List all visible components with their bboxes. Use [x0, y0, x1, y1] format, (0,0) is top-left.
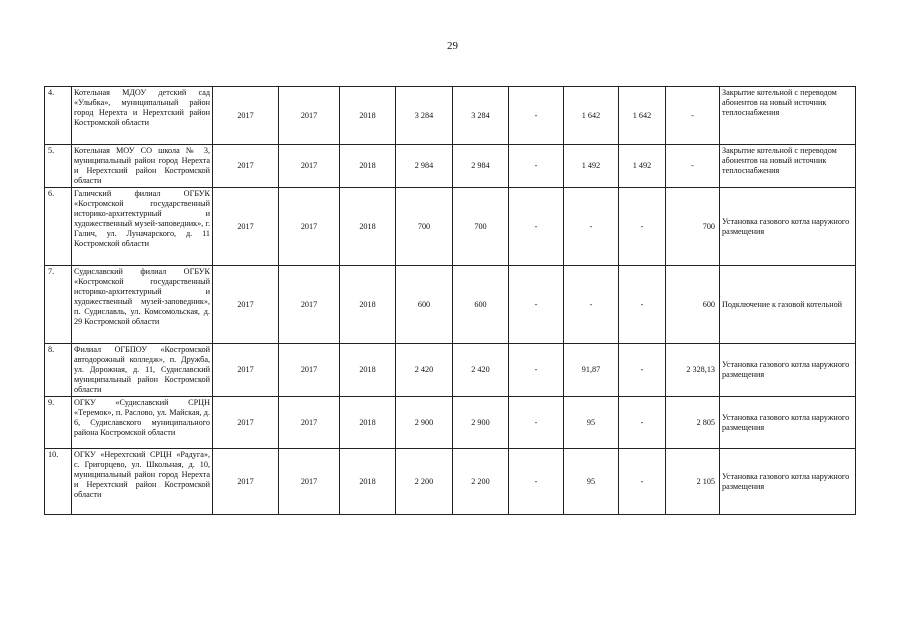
start-year: 2017 [213, 145, 279, 188]
design-year: 2017 [279, 87, 340, 145]
cost-municipal: - [619, 449, 666, 515]
measure-note: Подключение к газовой котельной [720, 266, 856, 344]
table-row [45, 188, 856, 266]
object-name: Котельная МДОУ детский сад «Улыбка», муниципальный район город Нерехта и Нерехтский район Костромской области [72, 87, 213, 145]
page-number: 29 [447, 40, 458, 52]
cost-2017: 2 420 [453, 344, 509, 397]
completion-year: 2018 [340, 188, 396, 266]
design-year: 2017 [279, 344, 340, 397]
cost-municipal: - [619, 188, 666, 266]
table-row [45, 266, 856, 344]
object-name: Филиал ОГБПОУ «Костромской автодорожный колледж», п. Дружба, ул. Дорожная, д. 11, Судиславский муниципальный район Костромской области [72, 344, 213, 397]
design-year: 2017 [279, 266, 340, 344]
row-number: 5. [45, 145, 72, 188]
row-number: 10. [45, 449, 72, 515]
cost-federal: - [509, 344, 564, 397]
cost-regional: - [564, 266, 619, 344]
start-year: 2017 [213, 397, 279, 449]
table-row [45, 449, 856, 515]
measure-note: Установка газового котла наружного размещения [720, 449, 856, 515]
cost-other: 2 105 [666, 449, 720, 515]
cost-municipal: 1 492 [619, 145, 666, 188]
cost-municipal: - [619, 397, 666, 449]
cost-other: - [666, 145, 720, 188]
design-year: 2017 [279, 188, 340, 266]
table-row [45, 87, 856, 145]
cost-regional: - [564, 188, 619, 266]
row-number: 8. [45, 344, 72, 397]
object-name: ОГКУ «Судиславский СРЦН «Теремок», п. Раслово, ул. Майская, д. 6, Судиславского муниципального района Костромской области [72, 397, 213, 449]
cost-federal: - [509, 188, 564, 266]
total-cost: 2 984 [396, 145, 453, 188]
table-row [45, 145, 856, 188]
completion-year: 2018 [340, 397, 396, 449]
cost-other: 2 328,13 [666, 344, 720, 397]
cost-municipal: - [619, 344, 666, 397]
cost-2017: 2 200 [453, 449, 509, 515]
completion-year: 2018 [340, 87, 396, 145]
object-name: ОГКУ «Нерехтский СРЦН «Радуга», с. Григорцево, ул. Школьная, д. 10, муниципальный район город Нерехта и Нерехтский район Костромской области [72, 449, 213, 515]
cost-federal: - [509, 266, 564, 344]
measure-note: Установка газового котла наружного размещения [720, 397, 856, 449]
object-name: Судиславский филиал ОГБУК «Костромской государственный историко-архитектурный и художественный музей-заповедник», п. Судиславль, ул. Комсомольская, д. 29 Костромской области [72, 266, 213, 344]
completion-year: 2018 [340, 344, 396, 397]
cost-regional: 95 [564, 449, 619, 515]
start-year: 2017 [213, 188, 279, 266]
cost-other: 600 [666, 266, 720, 344]
cost-regional: 1 492 [564, 145, 619, 188]
total-cost: 600 [396, 266, 453, 344]
measure-note: Закрытие котельной с переводом абонентов на новый источник теплоснабжения [720, 87, 856, 145]
design-year: 2017 [279, 397, 340, 449]
design-year: 2017 [279, 449, 340, 515]
cost-federal: - [509, 87, 564, 145]
cost-regional: 91,87 [564, 344, 619, 397]
total-cost: 2 420 [396, 344, 453, 397]
cost-federal: - [509, 449, 564, 515]
row-number: 4. [45, 87, 72, 145]
start-year: 2017 [213, 449, 279, 515]
projects-table [44, 86, 856, 515]
table-row [45, 344, 856, 397]
design-year: 2017 [279, 145, 340, 188]
completion-year: 2018 [340, 266, 396, 344]
cost-2017: 600 [453, 266, 509, 344]
row-number: 6. [45, 188, 72, 266]
total-cost: 2 200 [396, 449, 453, 515]
total-cost: 3 284 [396, 87, 453, 145]
cost-other: 700 [666, 188, 720, 266]
measure-note: Установка газового котла наружного размещения [720, 188, 856, 266]
object-name: Котельная МОУ СО школа № 3, муниципальный район город Нерехта и Нерехтский район Костромской области [72, 145, 213, 188]
table-row [45, 397, 856, 449]
measure-note: Закрытие котельной с переводом абонентов на новый источник теплоснабжения [720, 145, 856, 188]
cost-2017: 2 900 [453, 397, 509, 449]
cost-other: - [666, 87, 720, 145]
cost-regional: 1 642 [564, 87, 619, 145]
cost-2017: 3 284 [453, 87, 509, 145]
start-year: 2017 [213, 87, 279, 145]
object-name: Галичский филиал ОГБУК «Костромской государственный историко-архитектурный и художественный музей-заповедник», г. Галич, ул. Луначарского, д. 11 Костромской области [72, 188, 213, 266]
completion-year: 2018 [340, 449, 396, 515]
start-year: 2017 [213, 344, 279, 397]
total-cost: 2 900 [396, 397, 453, 449]
row-number: 7. [45, 266, 72, 344]
cost-federal: - [509, 145, 564, 188]
completion-year: 2018 [340, 145, 396, 188]
measure-note: Установка газового котла наружного размещения [720, 344, 856, 397]
cost-2017: 2 984 [453, 145, 509, 188]
total-cost: 700 [396, 188, 453, 266]
cost-regional: 95 [564, 397, 619, 449]
cost-municipal: 1 642 [619, 87, 666, 145]
start-year: 2017 [213, 266, 279, 344]
cost-other: 2 805 [666, 397, 720, 449]
cost-2017: 700 [453, 188, 509, 266]
cost-municipal: - [619, 266, 666, 344]
cost-federal: - [509, 397, 564, 449]
row-number: 9. [45, 397, 72, 449]
